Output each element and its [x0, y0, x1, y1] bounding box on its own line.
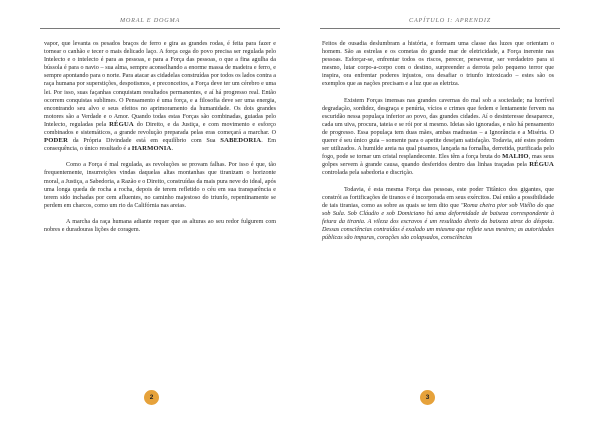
paragraph — [44, 40, 276, 153]
bold-term: RÉGUA — [529, 161, 554, 169]
header-divider — [320, 28, 560, 29]
text-run: . Em consequência, o único resultado é a — [44, 138, 276, 153]
text-run: controlada pela sabedoria e discrição. — [322, 170, 414, 177]
page-number: 3 — [420, 390, 435, 405]
bold-term: HARMONIA — [131, 145, 172, 153]
text-run: do Direito, e da Justiça, e com movimento e esforço combinados e sistemáticos, a grande revolução preparada pelas eras começará a marchar. O — [44, 121, 276, 137]
text-run: Todavia, é esta mesma Força das pessoas, este poder Titânico dos gigantes, que constrói as fortificações de tiranos e é incorporada em seus exércitos. Daí então a possibilidade de tais tiranias, como as sobre as quais se tem dito que — [322, 186, 554, 209]
text-run: vapor, que levanta os pesados braços de ferro e gira as grandes rodas, é feita para fazer e tornear o canhão e tecer o mais delicado laço. A força cega do povo precisa ser regulada pelo Intelecto e o intelecto é para as pessoas, e para a Força das pessoas, o que a fina agulha da bússola é para o navio – sua alma, sempre aconselhando a enorme massa de madeira e ferro, e sempre apontando para o norte. Para atacar as cidadelas construídas por todos os lados contra a raça humana por superstições, despotismos, e preconceitos, a Força deve ter um cérebro e uma lei. Por isso, suas façanhas conquistam resultados permanentes, e aí há progresso real. Então ocorrem conquistas sublimes. O Pensamento é uma força, e a filosofia deve ser uma energia, encontrando seu alvo e seus efeitos no aprimoramento da humanidade. Os dois grandes motores são a Verdade e o Amor. Quando todas estas Forças são combinadas, guiadas pelo Intelecto, reguladas pela — [44, 41, 276, 128]
paragraph — [322, 97, 554, 178]
paragraph: Feitos de ousadia deslumbram a história, e formam uma classe das luzes que orientam o homem. São as estrelas e os cometas do grande mar de eletricidade, a Força inerente nas pessoas. Esforçar-se, enfrentar todos os riscos, perecer, perseverar, ser verdadeiro para si mesmo, lutar corpo-a-corpo com o destino, surpreender a derrota pelo pequeno terror que inspira, ora enfrentar poderes injustos, ora desafiar o triunfo intoxicado – estes são os exemplos que as nações precisam e a luz que as eletriza. — [322, 41, 554, 88]
text-run: , mas seus golpes servem à grande causa, quando desferidos dentro das linhas traçadas pela — [322, 154, 554, 169]
paragraph — [322, 186, 554, 243]
paragraph: Como a Força é mal regulada, as revoluções se provam falhas. Por isso é que, tão frequentemente, insurreições vindas daquelas altas montanhas que tiranizam o horizonte moral, a Justiça, a Sabedoria, a Razão e o Direito, construídas da mais pura neve do ideal, após uma longa queda de rocha a rocha, depois de terem refletido o céu em sua transparência e terem sido inchadas por cem afluentes, no caminho majestoso do triunfo, repentinamente se perdem em charcos, como um rio da Califórnia nas areias. — [44, 162, 276, 209]
body-text — [322, 40, 554, 242]
paragraph: A marcha da raça humana adiante requer que as alturas ao seu redor fulgurem com nobres e duradouras lições de coragem. — [44, 218, 276, 233]
bold-term: SABEDORIA — [220, 137, 262, 145]
running-head: MORAL E DOGMA — [119, 17, 181, 24]
text-run: Existem Forças imensas nas grandes cavernas do mal sob a sociedade; na horrível degradação, sordidez, desgraça e penúria, vícios e crimes que fedem e lentamente fervem na escuridão nessa populaça inferior ao povo, das grandes cidades. Aí o desinteresse desaparece, cada um uiva, procura, tateia e se rói por si mesmo. Ideias são ignoradas, e não há pensamento de progresso. Essa populaça tem duas mães, ambas madrastas – a Ignorância e a Miséria. O querer é seu único guia – somente para o apetite desejam satisfação. Todavia, até estes podem ser utilizados. A humilde areia na qual pisamos, lançada na fornalha, derretida, purificada pelo fogo, pode se tornar um cristal resplandecente. Eles têm a força bruta do — [322, 97, 554, 161]
text-run: da Própria Divindade está em equilíbrio com Sua — [68, 138, 221, 145]
quotation: "Roma cheira pior sob Vitélio do que sob Sula. Sob Cláudio e sob Domiciano há uma deformidade de baixeza correspondente à feiura da tirania. A vileza dos escravos é um resultado direto da baixeza atroz do déspota. Dessas consciências contraídas é exalado um miasma que reflete seus mestres; as autoridades públicas são impuras, corações são colapsados, consciências — [322, 202, 555, 242]
bold-term: PODER — [44, 137, 69, 145]
running-head: CAPÍTULO I: APRENDIZ — [409, 17, 491, 24]
text-run: . — [171, 146, 174, 153]
right-page — [300, 0, 600, 425]
header-divider — [40, 28, 280, 29]
bold-term: MALHO — [502, 153, 529, 161]
body-text — [44, 40, 276, 234]
bold-term: RÉGUA — [109, 120, 134, 128]
page-number: 2 — [144, 390, 159, 405]
